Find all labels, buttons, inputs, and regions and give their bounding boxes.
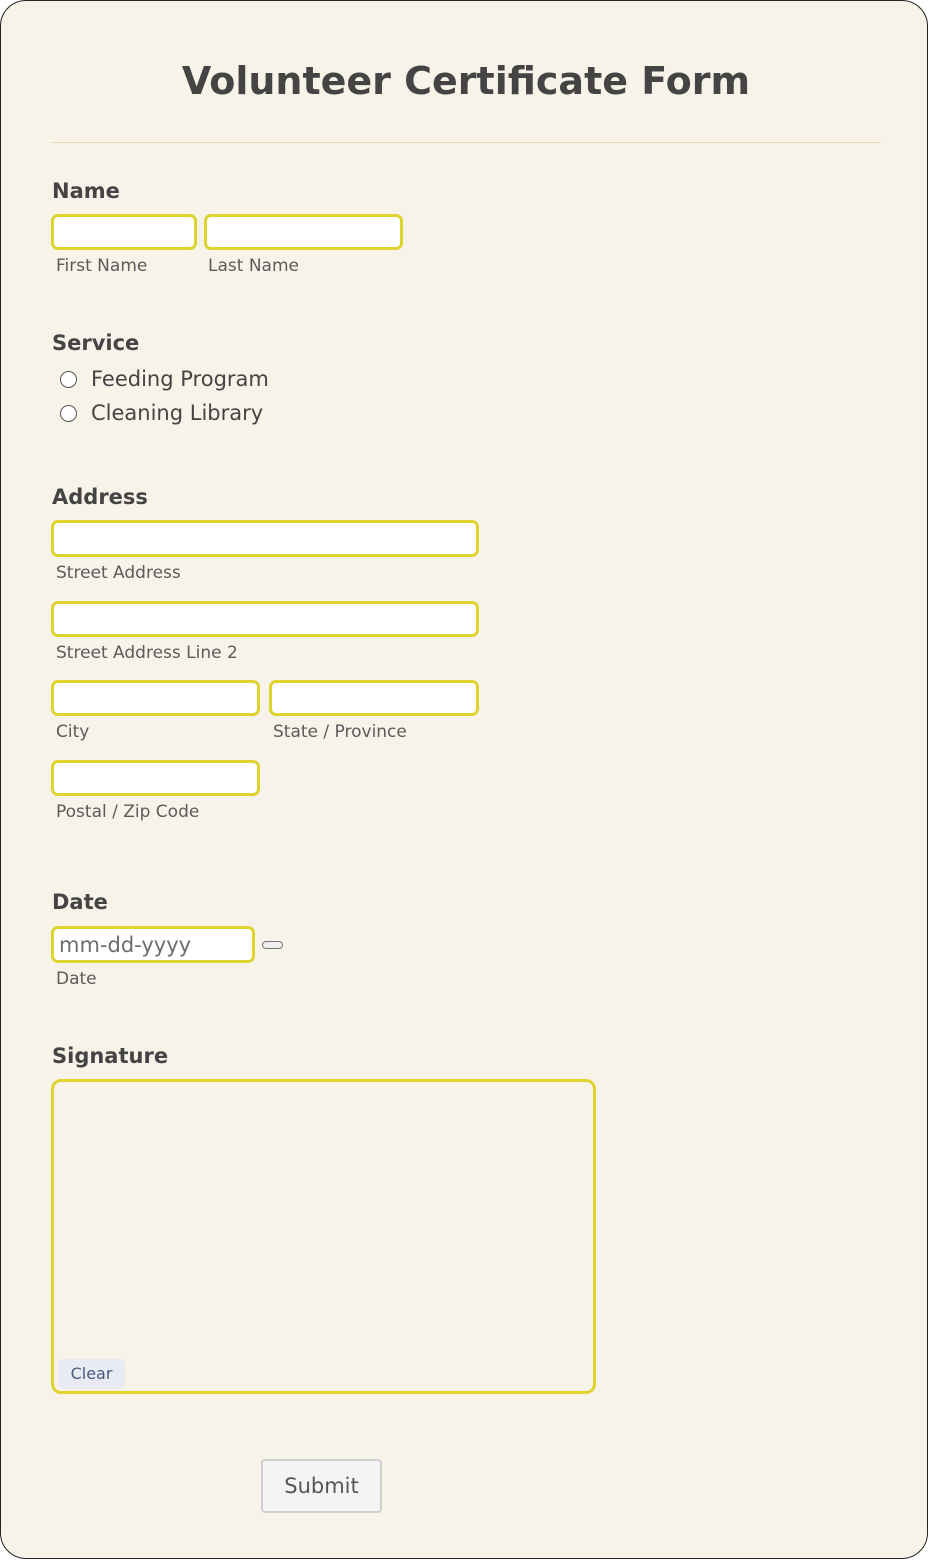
city-input[interactable] [51,680,260,716]
street-address-line2-input[interactable] [51,601,479,637]
address-section-label: Address [52,485,148,509]
name-section-label: Name [52,179,120,203]
calendar-icon[interactable] [262,941,283,949]
submit-button[interactable]: Submit [261,1459,382,1513]
date-input[interactable] [51,926,255,963]
clear-signature-button[interactable]: Clear [58,1359,125,1389]
state-province-sublabel: State / Province [273,722,407,742]
postal-code-sublabel: Postal / Zip Code [56,802,200,822]
radio-label-feeding-program: Feeding Program [91,367,269,391]
title-divider [51,142,881,143]
last-name-input[interactable] [204,214,403,250]
service-section-label: Service [52,331,140,355]
street-address-input[interactable] [51,520,479,557]
street-address-line2-sublabel: Street Address Line 2 [56,643,238,663]
first-name-input[interactable] [51,214,197,250]
service-option-feeding-program[interactable] [59,364,269,394]
state-province-input[interactable] [269,680,479,716]
date-sublabel: Date [56,969,97,989]
last-name-sublabel: Last Name [208,256,299,276]
signature-section-label: Signature [52,1044,169,1068]
radio-label-cleaning-library: Cleaning Library [91,401,264,425]
first-name-sublabel: First Name [56,256,148,276]
form-title: Volunteer Certificate Form [181,59,751,103]
signature-pad[interactable] [51,1079,596,1394]
radio-feeding-program[interactable] [60,371,77,388]
radio-cleaning-library[interactable] [60,405,77,422]
date-section-label: Date [52,890,108,914]
postal-code-input[interactable] [51,760,260,796]
street-address-sublabel: Street Address [56,563,181,583]
service-option-cleaning-library[interactable] [59,398,263,428]
city-sublabel: City [56,722,90,742]
